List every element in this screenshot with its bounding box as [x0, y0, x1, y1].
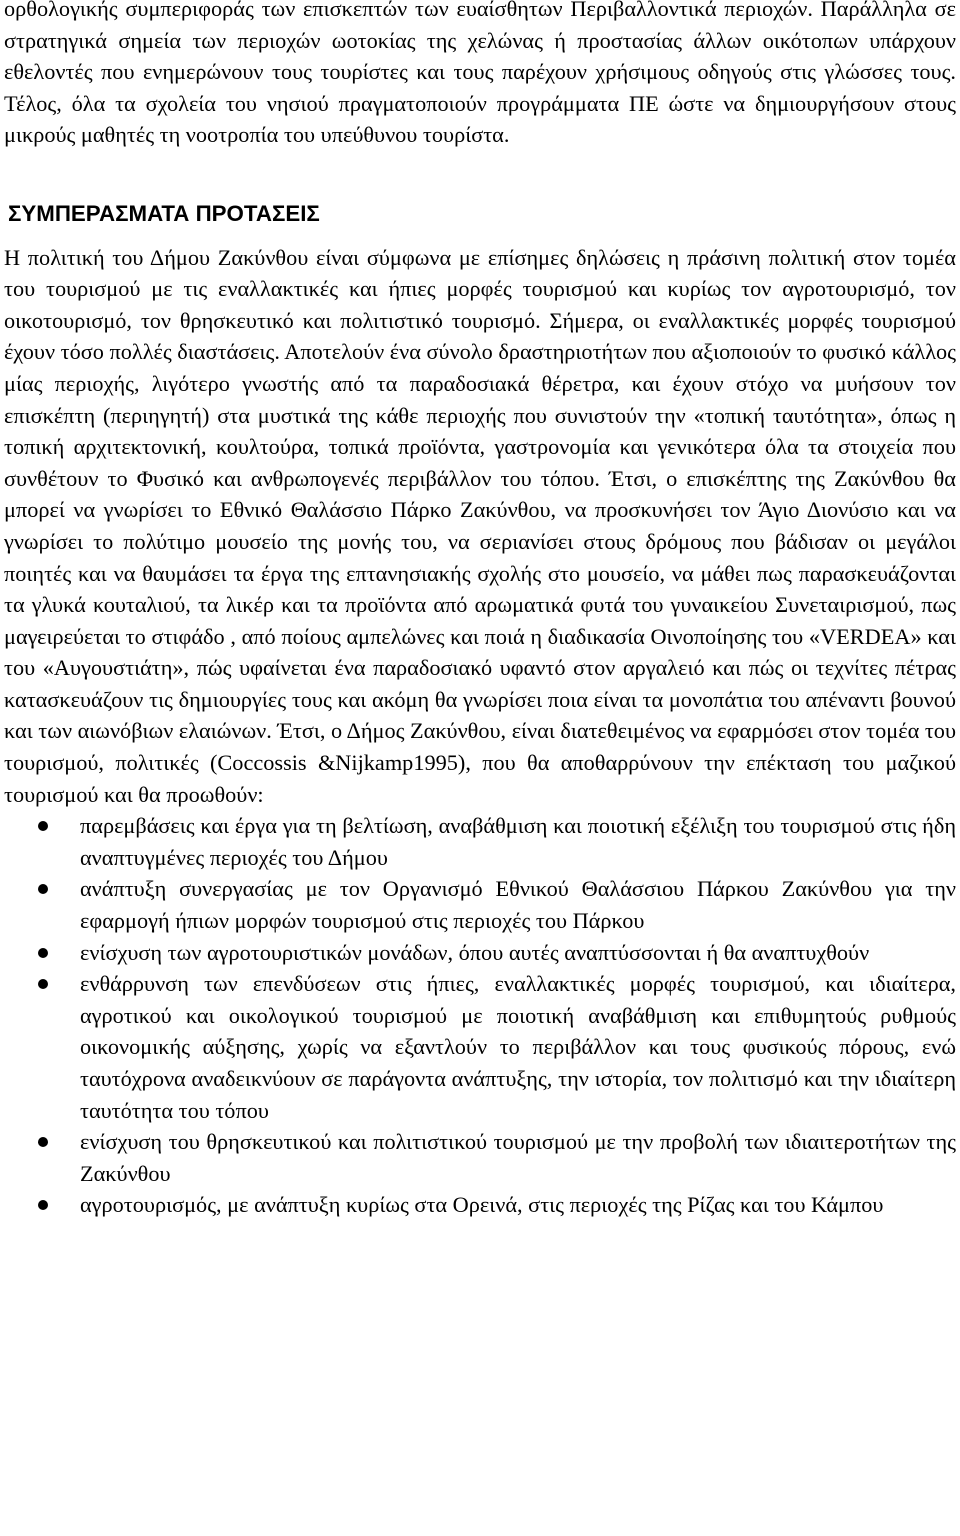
list-item-text: ανάπτυξη συνεργασίας με τον Οργανισμό Εθνικού Θαλάσσιου Πάρκου Ζακύνθου για την εφαρμογή ήπιων μορφών τουρισμού στις περιοχές του Πάρκου — [80, 876, 956, 934]
list-item — [4, 1189, 956, 1221]
intro-paragraph: ορθολογικής συμπεριφοράς των επισκεπτών των ευαίσθητων Περιβαλλοντικά περιοχών. Παράλληλα σε στρατηγικά σημεία των περιοχών ωοτοκίας της χελώνας ή προστασίας άλλων οικότοπων υπάρχουν εθελοντές που ενημερώνουν τους τουρίστες και τους παρέχουν χρήσιμους οδηγούς στις γλώσσες τους. Τέλος, όλα τα σχολεία του νησιού πραγματοποιούν προγράμματα ΠΕ ώστε να δημιουργήσουν στους μικρούς μαθητές τη νοοτροπία του υπεύθυνου τουρίστα. — [4, 0, 956, 148]
list-item-text: ενίσχυση του θρησκευτικού και πολιτιστικού τουρισμού με την προβολή των ιδιαιτεροτήτων της Ζακύνθου — [80, 1129, 956, 1186]
list-item — [4, 968, 956, 1126]
bullet-icon — [38, 1137, 48, 1147]
body-paragraph: Η πολιτική του Δήμου Ζακύνθου είναι σύμφωνα με επίσημες δηλώσεις η πράσινη πολιτική στον τομέα του τουρισμού με τις εναλλακτικές και ήπιες μορφές τουρισμού και κυρίως τον αγροτουρισμό, τον οικοτουρισμό, τον θρησκευτικό και πολιτιστικό τουρισμό. Σήμερα, οι εναλλακτικές μορφές τουρισμού έχουν τόσο πολλές διαστάσεις. Αποτελούν ένα σύνολο δραστηριοτήτων που αξιοποιούν το φυσικό κάλλος μίας περιοχής, λιγότερο γνωστής από τα παραδοσιακά θέρετρα, και έχουν στόχο να μυήσουν τον επισκέπτη (περιηγητή) στα μυστικά της κάθε περιοχής που συνιστούν την «τοπική ταυτότητα», όπως η τοπική αρχιτεκτονική, κουλτούρα, τοπικά προϊόντα, γαστρονομία και γενικότερα όλα τα στοιχεία που συνθέτουν το Φυσικό και ανθρωπογενές περιβάλλον του τόπου. Έτσι, ο επισκέπτης της Ζακύνθου θα μπορεί να γνωρίσει το Εθνικό Θαλάσσιο Πάρκο Ζακύνθου, να προσκυνήσει τον Άγιο Διονύσιο και να γνωρίσει το πολύτιμο μουσείο της μονής του, να σεριανίσει στους δρόμους που βάδισαν οι μεγάλοι ποιητές και να θαυμάσει τα έργα της επτανησιακής σχολής στο μουσείο, να μάθει πως παρασκευάζονται τα γλυκά κουταλιού, τα λικέρ και τα προϊόντα από αρωματικά φυτά του γυναικείου Συνεταιρισμού, πως μαγειρεύεται το στιφάδο , από ποίους αμπελώνες και ποιά η διαδικασία Οινοποίησης του «VERDEA» και του «Αυγουστιάτη», πώς υφαίνεται ένα παραδοσιακό υφαντό στον αργαλειό και πώς οι τεχνίτες πέτρας κατασκευάζουν τις δημιουργίες τους και ακόμη θα γνωρίσει ποια είναι τα μονοπάτια του απέναντι βουνού και των αιωνόβιων ελαιώνων. Έτσι, ο Δήμος Ζακύνθου, είναι διατεθειμένος να εφαρμόσει στον τομέα του τουρισμού, πολιτικές (Coccossis &Nijkamp1995), που θα αποθαρρύνουν την επέκταση του μαζικού τουρισμού και θα προωθούν: — [4, 244, 956, 807]
list-item-text: παρεμβάσεις και έργα για τη βελτίωση, αναβάθμιση και ποιοτική εξέλιξη του τουρισμού στις ήδη αναπτυγμένες περιοχές του Δήμου — [80, 813, 956, 870]
bullet-icon — [38, 821, 48, 831]
list-item-text: αγροτουρισμός, με ανάπτυξη κυρίως στα Ορεινά, στις περιοχές της Ρίζας και του Κάμπου — [80, 1192, 884, 1218]
bullet-icon — [38, 1200, 48, 1210]
list-item-text: ενθάρρυνση των επενδύσεων στις ήπιες, εναλλακτικές μορφές τουρισμού, και ιδιαίτερα, αγροτικού και οικολογικού τουρισμού με ποιοτική αναβάθμιση και επιθυμητούς ρυθμούς οικονομικής αύξησης, χωρίς να εξαντλούν το περιβάλλον και τους φυσικούς πόρους, ενώ ταυτόχρονα αναδεικνύουν σε παράγοντα ανάπτυξης, την ιστορία, τον πολιτισμό και την ιδιαίτερη ταυτότητα του τόπου — [80, 971, 956, 1123]
list-item — [4, 1126, 956, 1189]
proposals-list — [4, 810, 956, 1221]
bullet-icon — [38, 948, 48, 958]
bullet-icon — [38, 979, 48, 989]
list-item-text: ενίσχυση των αγροτουριστικών μονάδων, όπου αυτές αναπτύσσονται ή θα αναπτυχθούν — [80, 939, 870, 965]
list-item — [4, 810, 956, 873]
list-item — [4, 937, 956, 969]
list-item — [4, 873, 956, 936]
bullet-icon — [38, 884, 48, 894]
section-heading: ΣΥΜΠΕΡΑΣΜΑΤΑ ΠΡΟΤΑΣΕΙΣ — [8, 200, 320, 226]
